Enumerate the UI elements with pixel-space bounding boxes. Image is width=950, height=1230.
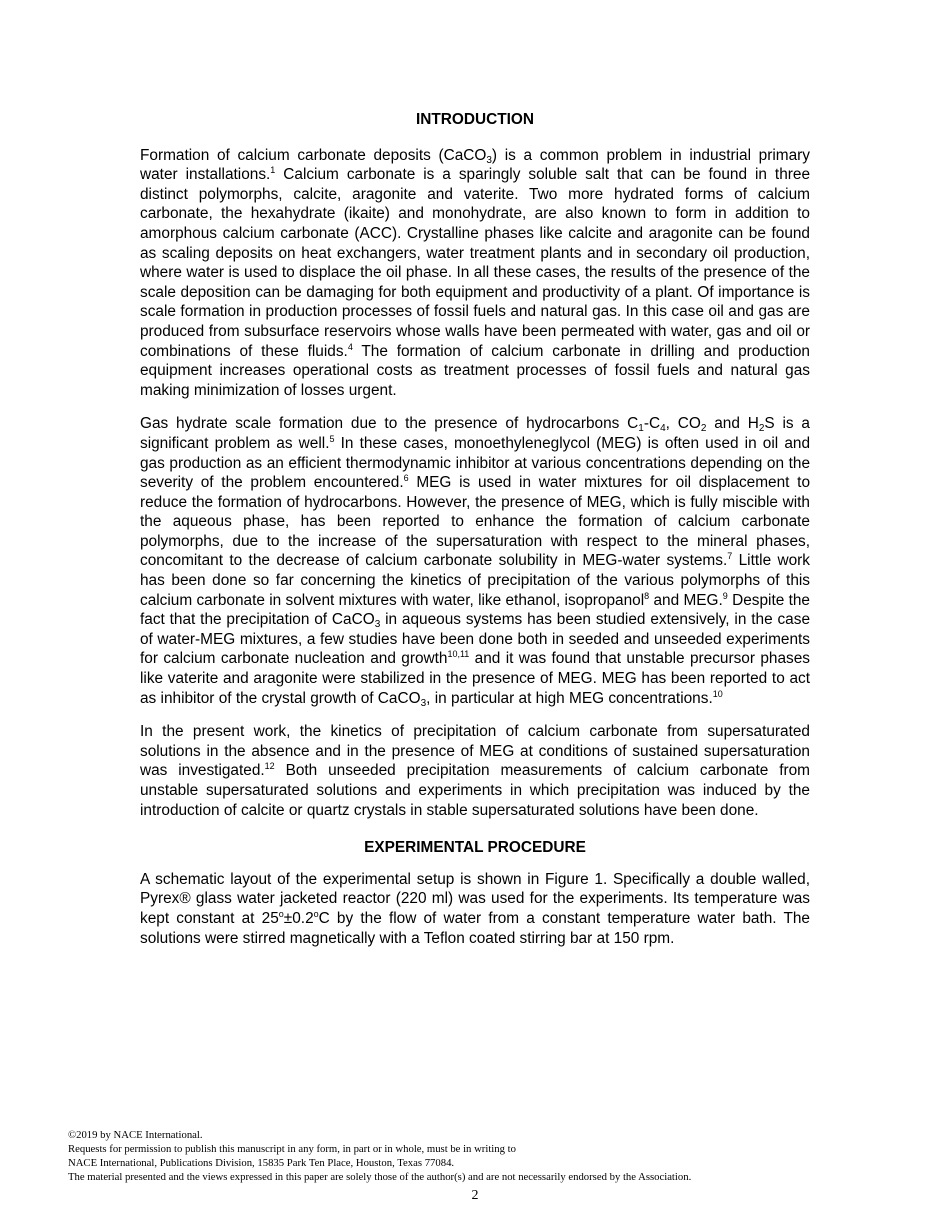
footer-permission-line: Requests for permission to publish this manuscript in any form, in part or in whole, must be in writing to (68, 1143, 516, 1155)
footer-copyright: ©2019 by NACE International. (68, 1129, 203, 1141)
text-run: Formation of calcium carbonate deposits (CaCO (140, 146, 487, 164)
text-run: Gas hydrate scale formation due to the presence of hydrocarbons C (140, 415, 639, 433)
subscript: 3 (486, 154, 492, 166)
text-run: In the present work, the kinetics of precipitation of calcium carbonate from supersaturated solutions in the absence and in the presence of MEG at conditions of sustained supersaturation was investigated. (140, 723, 810, 780)
text-run: C by the flow of water from a constant temperature water bath. The solutions were stirred magnetically with a Teflon coated stirring bar at 150 rpm. (140, 909, 810, 947)
citation-superscript: 1 (270, 165, 276, 176)
citation-superscript: 10,11 (447, 649, 470, 660)
body-column (140, 110, 810, 962)
footer-disclaimer-line: The material presented and the views expressed in this paper are solely those of the author(s) and are not necessarily endorsed by the Association. (68, 1171, 692, 1183)
text-run: and H (706, 415, 759, 433)
citation-superscript: 12 (264, 761, 275, 772)
citation-superscript: 7 (727, 551, 733, 562)
footer-address-line: NACE International, Publications Division, 15835 Park Ten Place, Houston, Texas 77084. (68, 1157, 455, 1169)
text-run: in aqueous systems has been studied extensively, in the case of water-MEG mixtures, a few studies have been done both in seeded and unseeded experiments for calcium carbonate nucleation and growth (140, 611, 810, 668)
text-run: Both unseeded precipitation measurements of calcium carbonate from unstable supersaturated solutions and experiments in which precipitation was induced by the introduction of calcite or quartz crystals in stable supersaturated solutions have been done. (140, 762, 811, 819)
citation-superscript: 9 (722, 590, 728, 601)
subscript: 2 (758, 423, 765, 435)
paragraph-experimental-1 (140, 870, 810, 948)
text-run: Little work has been done so far concerning the kinetics of precipitation of the various polymorphs of this calcium carbonate in solvent mixtures with water, like ethanol, isopropanol (140, 552, 810, 609)
text-run: and it was found that unstable precursor phases like vaterite and aragonite were stabilized in the presence of MEG. MEG has been reported to act as inhibitor of the crystal growth of CaCO (140, 650, 810, 707)
citation-superscript: 10 (712, 688, 723, 699)
page-number: 2 (471, 1188, 479, 1203)
paragraph-intro-2 (140, 414, 810, 708)
text-run: -C (643, 415, 661, 433)
paragraph-intro-3 (140, 722, 810, 820)
text-run: The formation of calcium carbonate in drilling and production equipment increases operational costs as treatment processes of fossil fuels and natural gas making minimization of losses urgent. (140, 342, 810, 399)
text-run: In these cases, monoethyleneglycol (MEG) is often used in oil and gas production as an efficient thermodynamic inhibitor at various concentrations depending on the severity of the problem encountered. (140, 434, 811, 492)
degree-superscript: o (313, 908, 319, 919)
section-heading-introduction: INTRODUCTION (416, 111, 534, 128)
subscript: 4 (660, 423, 666, 435)
text-run: ±0.2 (283, 909, 314, 927)
text-run: S is a significant problem as well. (140, 415, 810, 452)
subscript: 3 (374, 619, 381, 631)
text-run: A schematic layout of the experimental setup is shown in Figure 1. Specifically a double walled, Pyrex® glass water jacketed reactor (220 ml) was used for the experiments. Its temperature was kept constant at 25 (140, 870, 810, 927)
text-run: Despite the fact that the precipitation of CaCO (140, 591, 810, 629)
paragraph-intro-1 (140, 146, 810, 401)
citation-superscript: 8 (644, 590, 650, 601)
degree-superscript: o (278, 908, 284, 919)
citation-superscript: 4 (347, 341, 353, 352)
text-run: ) is a common problem in industrial primary water installations. (140, 146, 810, 184)
text-run: , in particular at high MEG concentrations. (426, 689, 713, 707)
subscript: 1 (638, 423, 644, 435)
section-heading-experimental: EXPERIMENTAL PROCEDURE (364, 839, 586, 857)
subscript: 3 (420, 697, 427, 709)
text-run: MEG is used in water mixtures for oil displacement to reduce the formation of hydrocarbons. However, the presence of MEG, which is fully miscible with the aqueous phase, has been reported to enhance the formation of calcium carbonate polymorphs, due to the increase of the supersaturation with respect to the mineral phases, concomitant to the decrease of calcium carbonate solubility in MEG-water systems. (140, 474, 810, 570)
subscript: 2 (700, 423, 707, 435)
citation-superscript: 5 (329, 433, 335, 444)
citation-superscript: 6 (403, 473, 409, 484)
text-run: Calcium carbonate is a sparingly soluble salt that can be found in three distinct polymorphs, calcite, aragonite and vaterite. Two more hydrated forms of calcium carbonate, the hexahydrate (ikaite) and monohydrate, are also known to form in addition to amorphous calcium carbonate (ACC). Crystalline phases like calcite and aragonite can be found as scaling deposits on heat exchangers, water treatment plants and in secondary oil production, where water is used to displace the oil phase. In all these cases, the results of the presence of the scale deposition can be damaging for both equipment and productivity of a plant. Of importance is scale formation in production processes of fossil fuels and natural gas. In this case oil and gas are produced from subsurface reservoirs whose walls have been permeated with water, gas and oil or combinations of these fluids. (140, 166, 811, 360)
text-run: and MEG. (649, 591, 723, 609)
text-run: , CO (665, 415, 701, 433)
copyright-footer (68, 1128, 908, 1184)
